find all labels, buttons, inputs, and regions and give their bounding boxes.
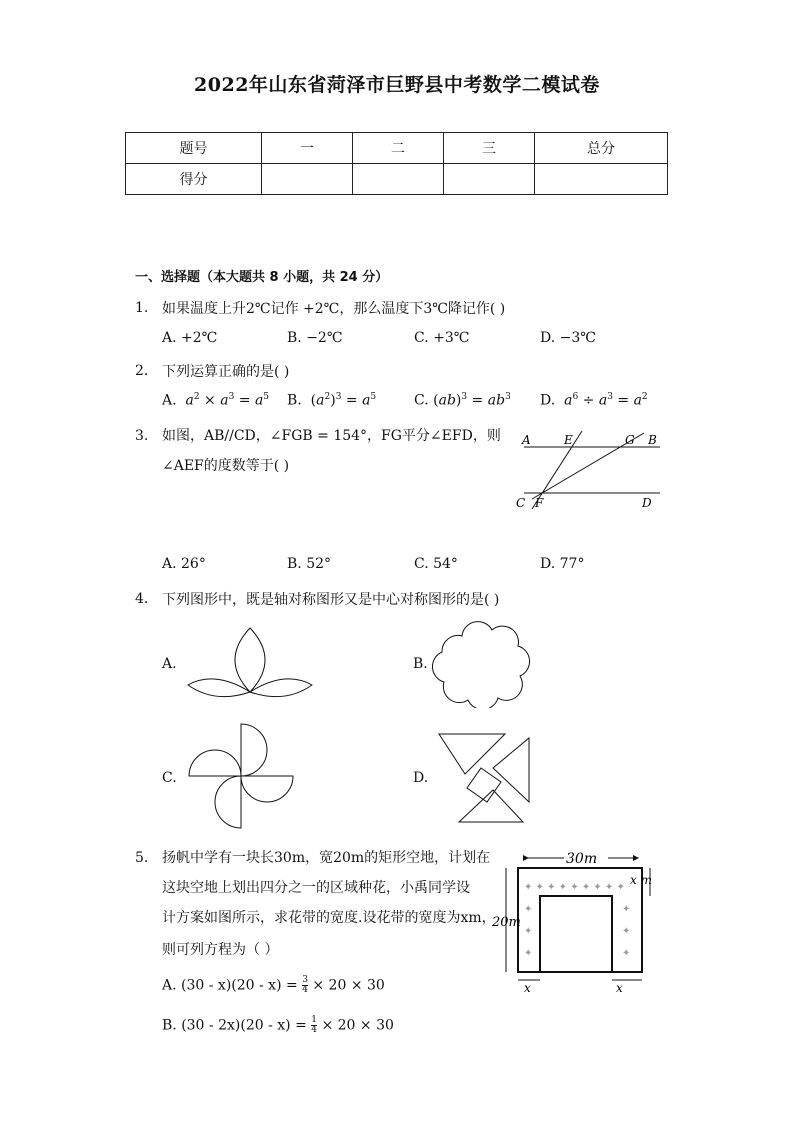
option-text: × 20 × 30	[321, 1017, 394, 1034]
option-label: C.	[414, 392, 429, 409]
point-label: D	[642, 496, 652, 510]
svg-text:✦: ✦	[622, 926, 631, 937]
option-b[interactable]	[162, 1016, 394, 1035]
option-c[interactable]: C. $(ab)^3 = ab^3$	[414, 392, 511, 409]
option-c[interactable]: C. +3℃	[414, 330, 470, 346]
option-b[interactable]: B. −2℃	[287, 330, 343, 346]
fraction-denominator: 4	[302, 985, 308, 995]
dimension-label: x	[524, 981, 531, 995]
fraction-denominator: 4	[311, 1025, 317, 1035]
option-d[interactable]: D. $a^6 \div a^3 = a^2$	[540, 392, 648, 409]
question-text-line1: 如图，AB//CD，∠FGB = 154°，FG平分∠EFD，则	[162, 428, 501, 444]
fraction	[311, 1016, 317, 1035]
score-table	[125, 132, 668, 195]
question-number: 3.	[135, 428, 149, 444]
option-a[interactable]: A. +2℃	[162, 330, 218, 346]
score-table-score-row	[126, 164, 668, 195]
question-number: 2.	[135, 363, 149, 379]
question-text-line2: ∠AEF的度数等于( )	[162, 458, 290, 474]
page-title: 2022年山东省菏泽市巨野县中考数学二模试卷	[194, 74, 600, 96]
option-text: B. (30 - 2x)(20 - x) =	[162, 1017, 307, 1034]
option-b[interactable]: B. $(a^2)^3 = a^5$	[287, 392, 377, 409]
score-input-cell[interactable]	[535, 164, 668, 195]
question-text-line: 计方案如图所示，求花带的宽度.设花带的宽度为xm，	[162, 910, 496, 926]
question-number: 4.	[135, 591, 149, 607]
three-petal-figure-icon	[185, 622, 315, 700]
score-table-cell: 总分	[535, 133, 668, 164]
pinwheel-figure-icon	[185, 720, 297, 832]
garden-plan-figure	[488, 848, 660, 996]
question-text: 下列图形中，既是轴对称图形又是中心对称图形的是( )	[162, 592, 500, 608]
option-c[interactable]: C.	[162, 770, 177, 786]
question-number: 1.	[135, 300, 149, 316]
option-d[interactable]: D. 77°	[540, 556, 585, 572]
dimension-label: x m	[630, 873, 652, 887]
svg-text:✦: ✦	[622, 904, 631, 915]
point-label: F	[535, 496, 544, 510]
flower-figure-icon	[432, 620, 536, 708]
question-text: 下列运算正确的是( )	[162, 364, 290, 380]
option-d[interactable]: D. −3℃	[540, 330, 596, 346]
dimension-label: 20m	[492, 915, 521, 930]
score-table-cell: 得分	[126, 164, 262, 195]
question-text-line: 扬帆中学有一块长30m，宽20m的矩形空地，计划在	[162, 850, 491, 866]
triangles-square-figure-icon	[435, 730, 535, 830]
parallel-lines-figure	[510, 425, 670, 515]
dimension-label: 30m	[566, 851, 598, 867]
option-a[interactable]: A. $a^2 \times a^3 = a^5$	[162, 392, 270, 409]
svg-text:✦: ✦	[524, 948, 533, 959]
question-text-line: 这块空地上划出四分之一的区域种花，小禹同学设	[162, 880, 470, 896]
score-table-cell: 二	[353, 133, 444, 164]
dimension-label: x	[616, 981, 623, 995]
point-label: G	[625, 433, 635, 447]
score-table-cell: 题号	[126, 133, 262, 164]
fraction-numerator: 3	[302, 975, 308, 985]
svg-text:✦: ✦	[524, 926, 533, 937]
option-label: B.	[287, 392, 302, 409]
option-c[interactable]: C. 54°	[414, 556, 458, 572]
score-input-cell[interactable]	[444, 164, 535, 195]
score-table-header-row	[126, 133, 668, 164]
point-label: B	[648, 433, 657, 447]
score-table-cell: 一	[262, 133, 353, 164]
score-input-cell[interactable]	[262, 164, 353, 195]
score-input-cell[interactable]	[353, 164, 444, 195]
option-a[interactable]: A.	[162, 656, 177, 672]
option-b[interactable]: B. 52°	[287, 556, 332, 572]
section-heading: 一、选择题（本大题共 8 小题，共 24 分）	[135, 270, 389, 285]
fraction-numerator: 1	[311, 1015, 317, 1025]
question-text-line: 则可列方程为（ ）	[162, 942, 279, 958]
point-label: C	[516, 496, 526, 510]
svg-text:✦: ✦	[622, 948, 631, 959]
option-label: A.	[162, 392, 177, 409]
score-table-cell: 三	[444, 133, 535, 164]
option-a[interactable]: A. 26°	[162, 556, 206, 572]
point-label: A	[522, 433, 531, 447]
svg-text:✦ ✦ ✦ ✦ ✦ ✦ ✦ ✦ ✦: ✦ ✦ ✦ ✦ ✦ ✦ ✦ ✦ ✦	[524, 882, 625, 893]
option-d[interactable]: D.	[413, 770, 429, 786]
question-number: 5.	[135, 850, 149, 866]
option-label: D.	[540, 392, 556, 409]
fraction	[302, 976, 308, 995]
option-text: A. (30 - x)(20 - x) =	[162, 977, 298, 994]
option-text: × 20 × 30	[312, 977, 385, 994]
option-a[interactable]	[162, 976, 385, 995]
svg-text:✦: ✦	[524, 904, 533, 915]
question-text: 如果温度上升2℃记作 +2℃，那么温度下3℃降记作( )	[162, 301, 506, 317]
option-b[interactable]: B.	[413, 656, 428, 672]
point-label: E	[564, 433, 573, 447]
